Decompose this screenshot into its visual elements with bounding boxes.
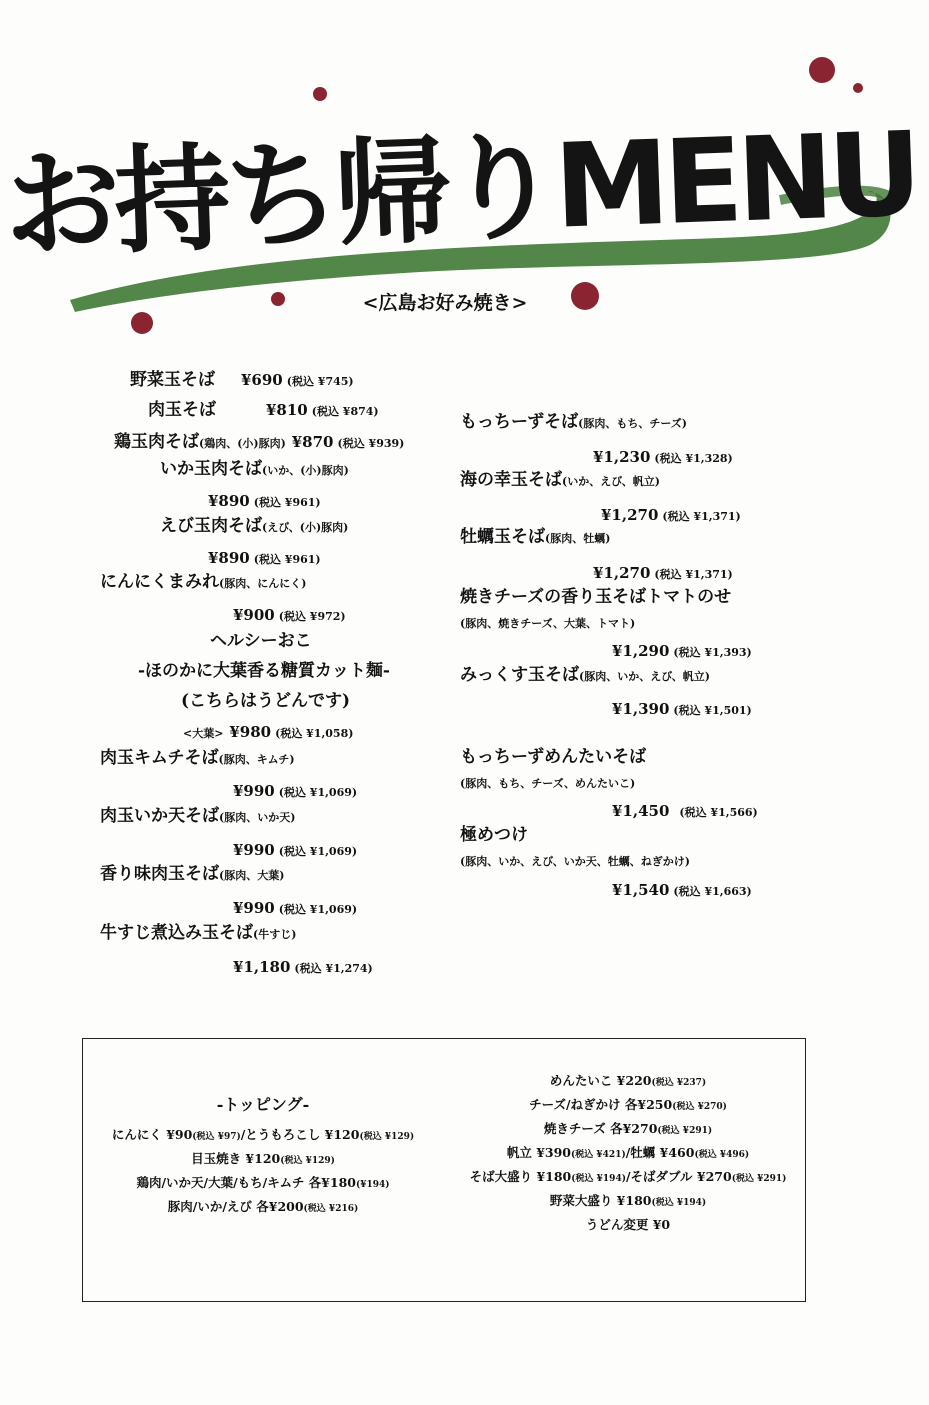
toppings-box (82, 1038, 806, 1302)
menu-item-name: にんにくまみれ(豚肉、にんにく) (100, 572, 307, 592)
topping-line: 豚肉/いか/えび 各¥200(税込 ¥216) (167, 1199, 359, 1214)
topping-line: 野菜大盛り ¥180(税込 ¥194) (549, 1193, 707, 1208)
menu-item-name: 焼きチーズの香り玉そばトマトのせ (460, 587, 732, 607)
menu-item: 鶏玉肉そば(鶏肉、(小)豚肉) ¥870 (税込 ¥939) (114, 432, 405, 452)
menu-item-price: ¥890 (税込 ¥961) (208, 549, 321, 567)
toppings-title: -トッピング- (216, 1095, 310, 1114)
menu-item-subline: -ほのかに大葉香る糖質カット麺- (138, 661, 390, 681)
topping-line: 鶏肉/いか天/大葉/もち/キムチ 各¥180(¥194) (136, 1175, 390, 1190)
menu-item: 野菜玉そば ¥690 (税込 ¥745) (130, 370, 354, 390)
menu-item-name: 肉玉いか天そば(豚肉、いか天) (100, 806, 296, 826)
topping-line: めんたいこ ¥220(税込 ¥237) (549, 1073, 707, 1088)
menu-item-name: 極めつけ (460, 825, 528, 845)
menu-item-name: ヘルシーおこ (210, 631, 312, 651)
topping-line: 帆立 ¥390(税込 ¥421)/牡蠣 ¥460(税込 ¥496) (506, 1145, 750, 1160)
menu-item-name: いか玉肉そば(いか、(小)豚肉) (160, 459, 349, 479)
menu-item-price: ¥1,540 (税込 ¥1,663) (612, 881, 752, 899)
topping-line: 目玉焼き ¥120(税込 ¥129) (191, 1151, 335, 1166)
menu-item-price: ¥990 (税込 ¥1,069) (233, 841, 358, 859)
red-dot (571, 282, 599, 310)
menu-item-desc: (豚肉、焼きチーズ、大葉、トマト) (460, 617, 636, 630)
menu-item-subline: (こちらはうどんです) (181, 691, 351, 711)
topping-line: にんにく ¥90(税込 ¥97)/とうもろこし ¥120(税込 ¥129) (111, 1127, 415, 1142)
menu-item-price: ¥890 (税込 ¥961) (208, 492, 321, 510)
menu-item: 肉玉そば ¥810 (税込 ¥874) (148, 400, 379, 420)
menu-item-price: ¥1,390 (税込 ¥1,501) (612, 700, 752, 718)
menu-item-desc: (豚肉、いか、えび、いか天、牡蠣、ねぎかけ) (460, 855, 690, 868)
menu-subtitle: <広島お好み焼き> (362, 292, 528, 314)
topping-line: チーズ/ねぎかけ 各¥250(税込 ¥270) (529, 1097, 727, 1112)
menu-item-name: もっちーずそば(豚肉、もち、チーズ) (460, 412, 688, 432)
menu-item-price: ¥900 (税込 ¥972) (233, 606, 346, 624)
menu-item-price: ¥1,230 (税込 ¥1,328) (593, 448, 733, 466)
menu-item-name: 牡蠣玉そば(豚肉、牡蠣) (460, 527, 611, 547)
menu-item-price: ¥1,290 (税込 ¥1,393) (612, 642, 752, 660)
red-dot (131, 312, 153, 334)
menu-item-desc: (豚肉、もち、チーズ、めんたいこ) (460, 777, 636, 790)
menu-item-name: 牛すじ煮込み玉そば(牛すじ) (100, 923, 297, 943)
menu-item-price: ¥1,180 (税込 ¥1,274) (233, 958, 373, 976)
menu-item-name: みっくす玉そば(豚肉、いか、えび、帆立) (460, 665, 710, 685)
menu-title: お持ち帰りMENU (2, 106, 919, 274)
topping-line: 焼きチーズ 各¥270(税込 ¥291) (543, 1121, 713, 1136)
menu-item-price: ¥1,270 (税込 ¥1,371) (601, 506, 741, 524)
menu-item-price: ¥990 (税込 ¥1,069) (233, 782, 358, 800)
menu-item-name: もっちーずめんたいそば (460, 747, 647, 767)
menu-item-name: えび玉肉そば(えび、(小)豚肉) (160, 516, 349, 536)
menu-item-price: <大葉> ¥980 (税込 ¥1,058) (183, 723, 354, 741)
menu-item-name: 肉玉キムチそば(豚肉、キムチ) (100, 748, 295, 768)
menu-item-price: ¥1,270 (税込 ¥1,371) (593, 564, 733, 582)
red-dot (271, 292, 285, 306)
menu-item-price: ¥1,450 (税込 ¥1,566) (612, 802, 758, 820)
menu-item-name: 香り味肉玉そば(豚肉、大葉) (100, 864, 285, 884)
topping-line: そば大盛り ¥180(税込 ¥194)/そばダブル ¥270(税込 ¥291) (469, 1169, 787, 1184)
topping-line: うどん変更 ¥0 (585, 1217, 671, 1232)
menu-item-name: 海の幸玉そば(いか、えび、帆立) (460, 470, 660, 490)
menu-item-price: ¥990 (税込 ¥1,069) (233, 899, 358, 917)
